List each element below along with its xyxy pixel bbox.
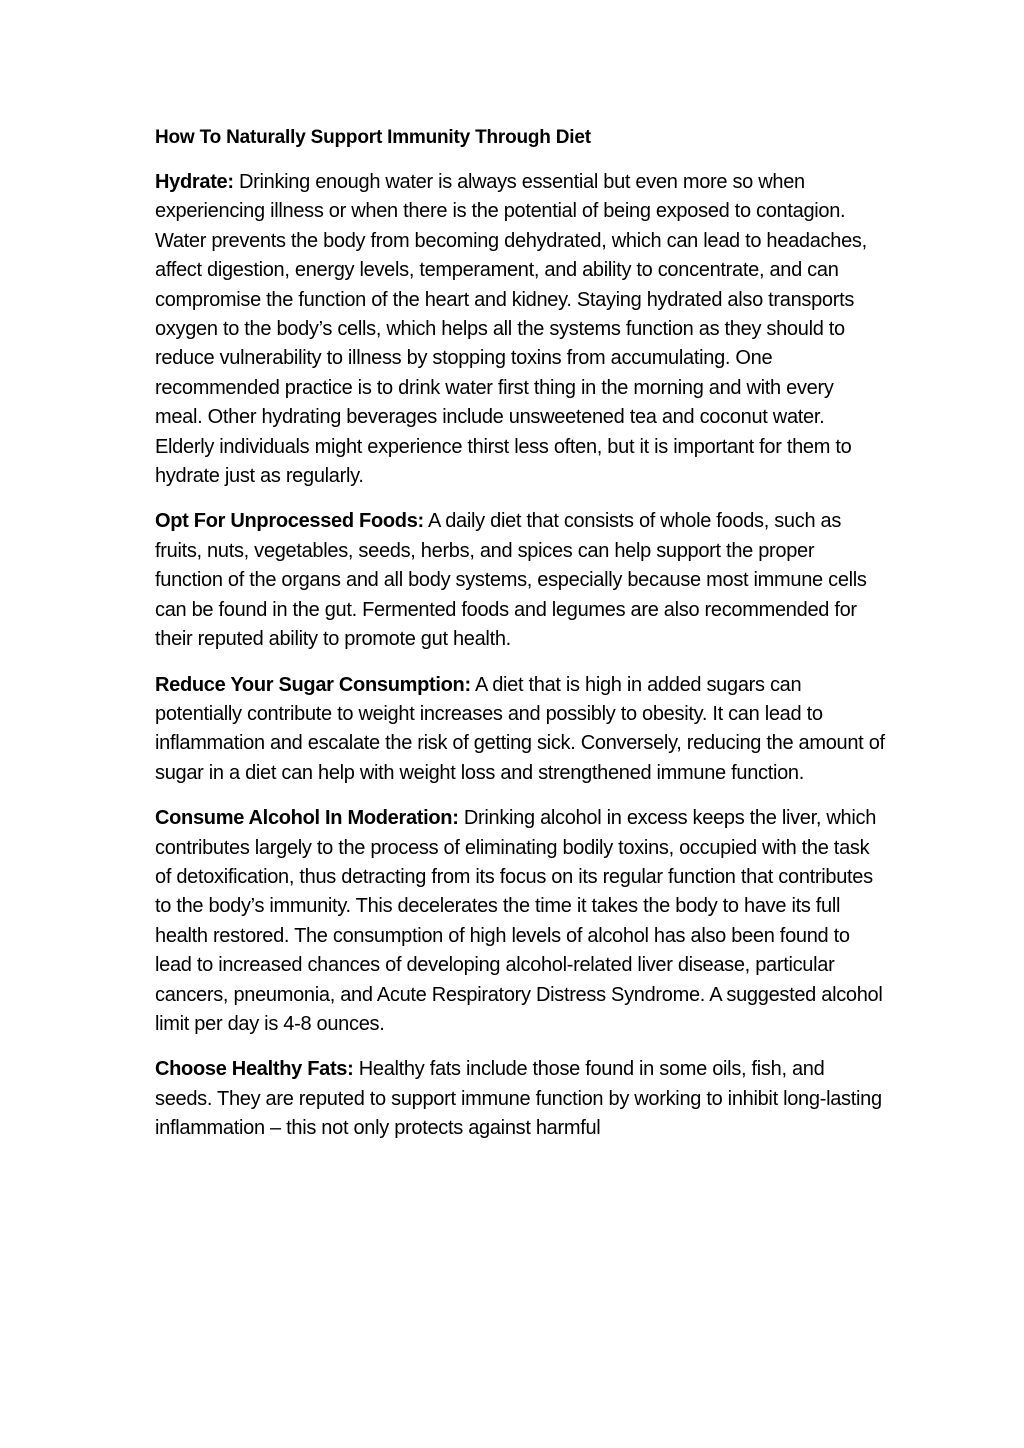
section-body: Healthy fats include those found in some oils, fish, and seeds. They are reputed to support immune function by working to inhibit long-lasting inflammation – this not only protects against harmful [155, 1058, 882, 1140]
section-body: Drinking enough water is always essential but even more so when experiencing illness or when there is the potential of being exposed to contagion. Water prevents the body from becoming dehydrated, which can lead to headaches, affect digestion, energy levels, temperament, and ability to concentrate, and can compromise the function of the heart and kidney. Staying hydrated also transports oxygen to the body’s cells, which helps all the systems function as they should to reduce vulnerability to illness by stopping toxins from accumulating. One recommended practice is to drink water first thing in the morning and with every meal. Other hydrating beverages include unsweetened tea and coconut water. Elderly individuals might experience thirst less often, but it is important for them to hydrate just as regularly. [155, 171, 867, 488]
document-content [155, 123, 885, 1160]
section-alcohol-moderation [155, 804, 885, 1039]
document-title: How To Naturally Support Immunity Through Diet [155, 127, 591, 148]
section-heading: Consume Alcohol In Moderation: [155, 807, 459, 830]
section-heading: Choose Healthy Fats: [155, 1058, 354, 1081]
section-healthy-fats [155, 1055, 885, 1143]
section-sugar-consumption [155, 671, 885, 789]
section-heading: Hydrate: [155, 171, 234, 193]
section-body: A daily diet that consists of whole foods, such as fruits, nuts, vegetables, seeds, herbs, and spices can help support the proper function of the organs and all body systems, especially because most immune cells can be found in the gut. Fermented foods and legumes are also recommended for their reputed ability to promote gut health. [155, 510, 867, 651]
section-hydrate [155, 168, 885, 491]
section-body: Drinking alcohol in excess keeps the liver, which contributes largely to the process of eliminating bodily toxins, occupied with the task of detoxification, thus detracting from its focus on its regular function that contributes to the body’s immunity. This decelerates the time it takes the body to have its full health restored. The consumption of high levels of alcohol has also been found to lead to increased chances of developing alcohol-related liver disease, particular cancers, pneumonia, and Acute Respiratory Distress Syndrome. A suggested alcohol limit per day is 4-8 ounces. [155, 807, 883, 1035]
section-body: A diet that is high in added sugars can potentially contribute to weight increases and possibly to obesity. It can lead to inflammation and escalate the risk of getting sick. Conversely, reducing the amount of sugar in a diet can help with weight loss and strengthened immune function. [155, 673, 885, 784]
section-heading: Reduce Your Sugar Consumption: [155, 673, 471, 696]
section-heading: Opt For Unprocessed Foods: [155, 510, 424, 533]
section-unprocessed-foods [155, 507, 885, 654]
